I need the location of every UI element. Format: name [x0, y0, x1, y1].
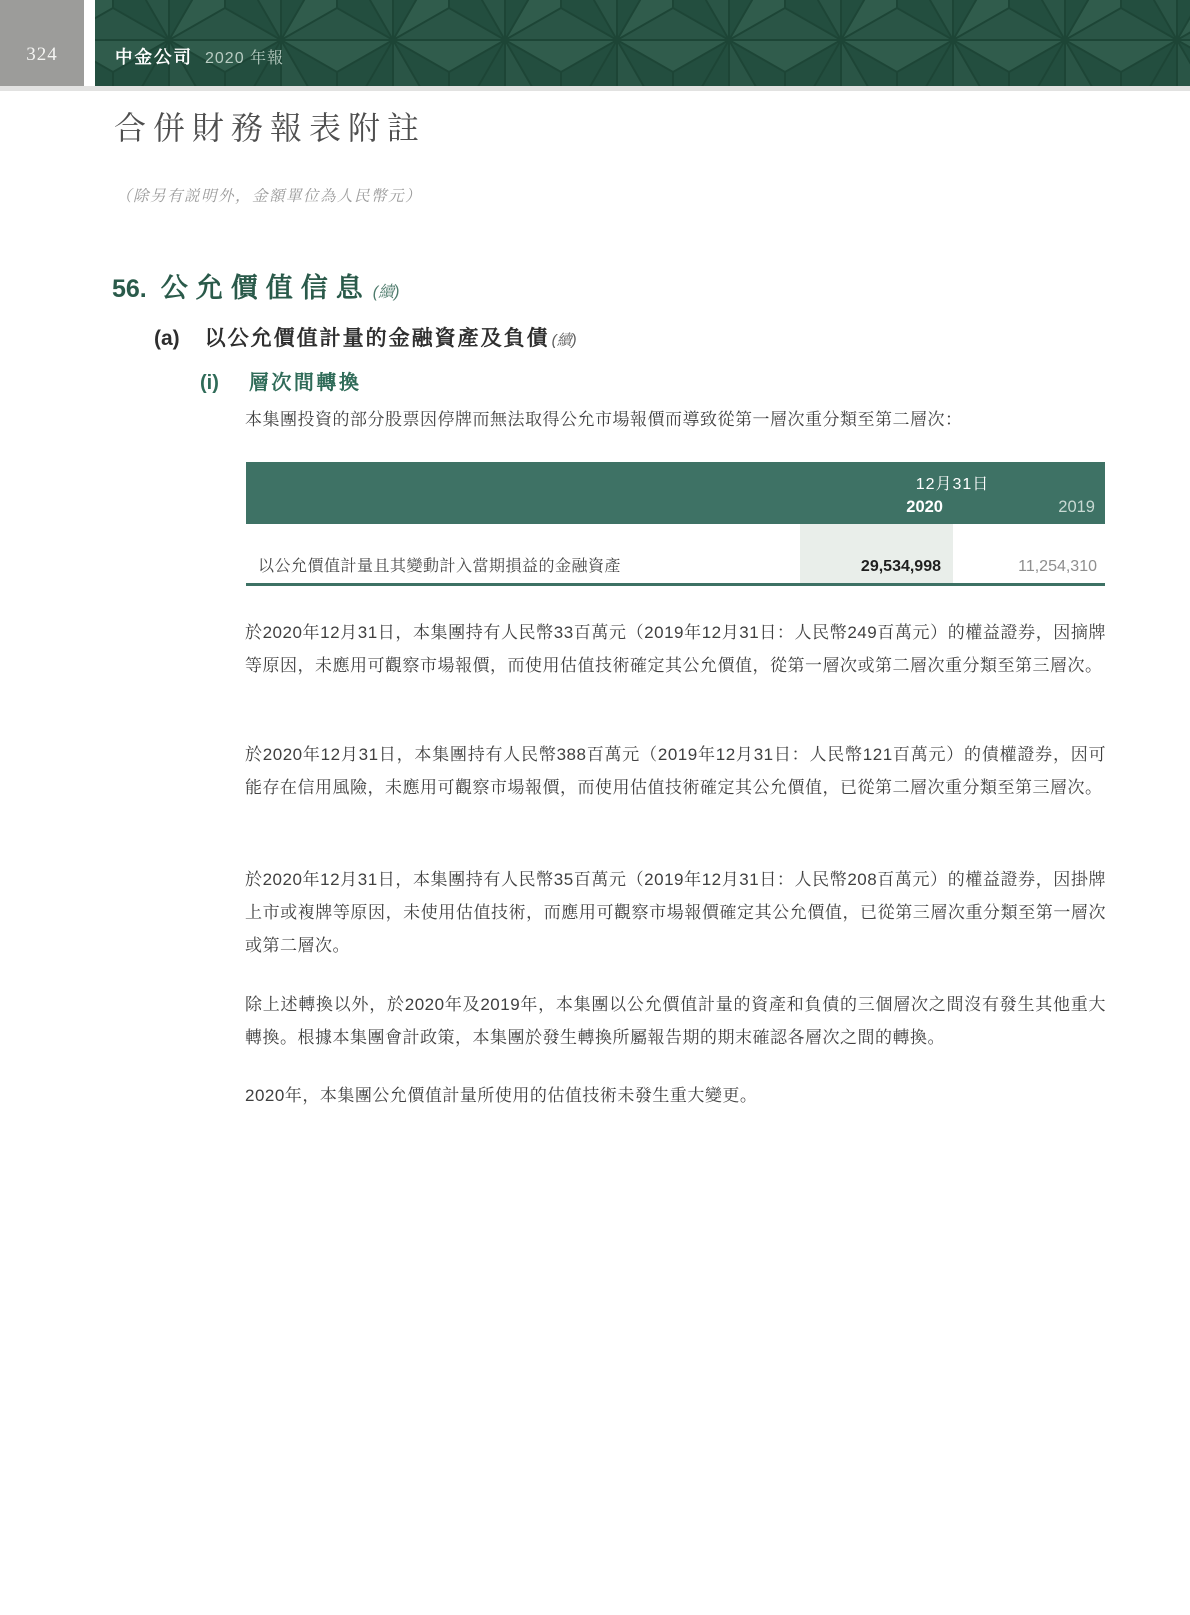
- body-paragraph: 於2020年12月31日，本集團持有人民幣388百萬元（2019年12月31日：人民幣121百萬元）的債權證券，因可能存在信用風險，未應用可觀察市場報價，而使用估值技術確定其公允價值，已從第二層次重分類至第三層次。: [245, 745, 1106, 797]
- subsection-heading-i: [200, 366, 361, 395]
- section-title: 公允價值信息: [160, 273, 371, 303]
- subsection-label: (a): [154, 327, 180, 350]
- value-2019: 11,254,310: [1018, 558, 1097, 575]
- body-paragraph: 除上述轉換以外，於2020年及2019年，本集團以公允價值計量的資產和負債的三個層次之間沒有發生其他重大轉換。根據本集團會計政策，本集團於發生轉換所屬報告期的期末確認各層次之間的轉換。: [245, 995, 1106, 1047]
- section-number: 56.: [112, 275, 147, 303]
- subsection-i-title: 層次間轉換: [248, 372, 362, 394]
- body-paragraph: 於2020年12月31日，本集團持有人民幣35百萬元（2019年12月31日：人民幣208百萬元）的權益證券，因掛牌上市或複牌等原因，未使用估值技術，而應用可觀察市場報價確定其公允價值，已從第三層次重分類至第一層次或第二層次。: [245, 870, 1106, 955]
- body-paragraph: 2020年，本集團公允價值計量所使用的估值技術未發生重大變更。: [245, 1086, 758, 1105]
- body-paragraph: 於2020年12月31日，本集團持有人民幣33百萬元（2019年12月31日：人民幣249百萬元）的權益證券，因摘牌等原因，未應用可觀察市場報價，而使用估值技術確定其公允價值，從第一層次或第二層次重分類至第三層次。: [245, 623, 1106, 675]
- annual-report-label: 2020 年報: [205, 49, 285, 67]
- subsection-title: 以公允價值計量的金融資產及負債: [204, 327, 550, 350]
- page-title: 合併財務報表附註: [114, 110, 427, 146]
- column-header-2019: 2019: [1058, 498, 1095, 516]
- page-number-box: [0, 0, 84, 86]
- table-row: [246, 524, 1105, 583]
- subsection-heading-a: [154, 322, 577, 352]
- page-subtitle: （除另有説明外，金額單位為人民幣元）: [116, 188, 423, 205]
- column-header-2020: 2020: [906, 498, 943, 516]
- subsection-continued-mark: (續): [551, 332, 577, 349]
- subsection-i-label: (i): [200, 372, 219, 394]
- header-banner: [95, 0, 1190, 86]
- header-divider: [0, 86, 1190, 91]
- intro-paragraph: 本集團投資的部分股票因停牌而無法取得公允市場報價而導致從第一層次重分類至第二層次：: [245, 410, 963, 429]
- section-heading-56: [112, 266, 399, 305]
- table-header-group: 12月31日: [915, 476, 990, 493]
- banner-text: [115, 0, 284, 86]
- section-continued-mark: (續): [372, 284, 400, 301]
- row-label: 以公允價值計量且其變動計入當期損益的金融資產: [258, 558, 622, 575]
- page-number: 324: [26, 44, 58, 65]
- fair-value-table: [246, 462, 1105, 586]
- table-header: [246, 462, 1105, 524]
- value-2020: 29,534,998: [860, 558, 941, 575]
- company-name: 中金公司: [115, 46, 193, 67]
